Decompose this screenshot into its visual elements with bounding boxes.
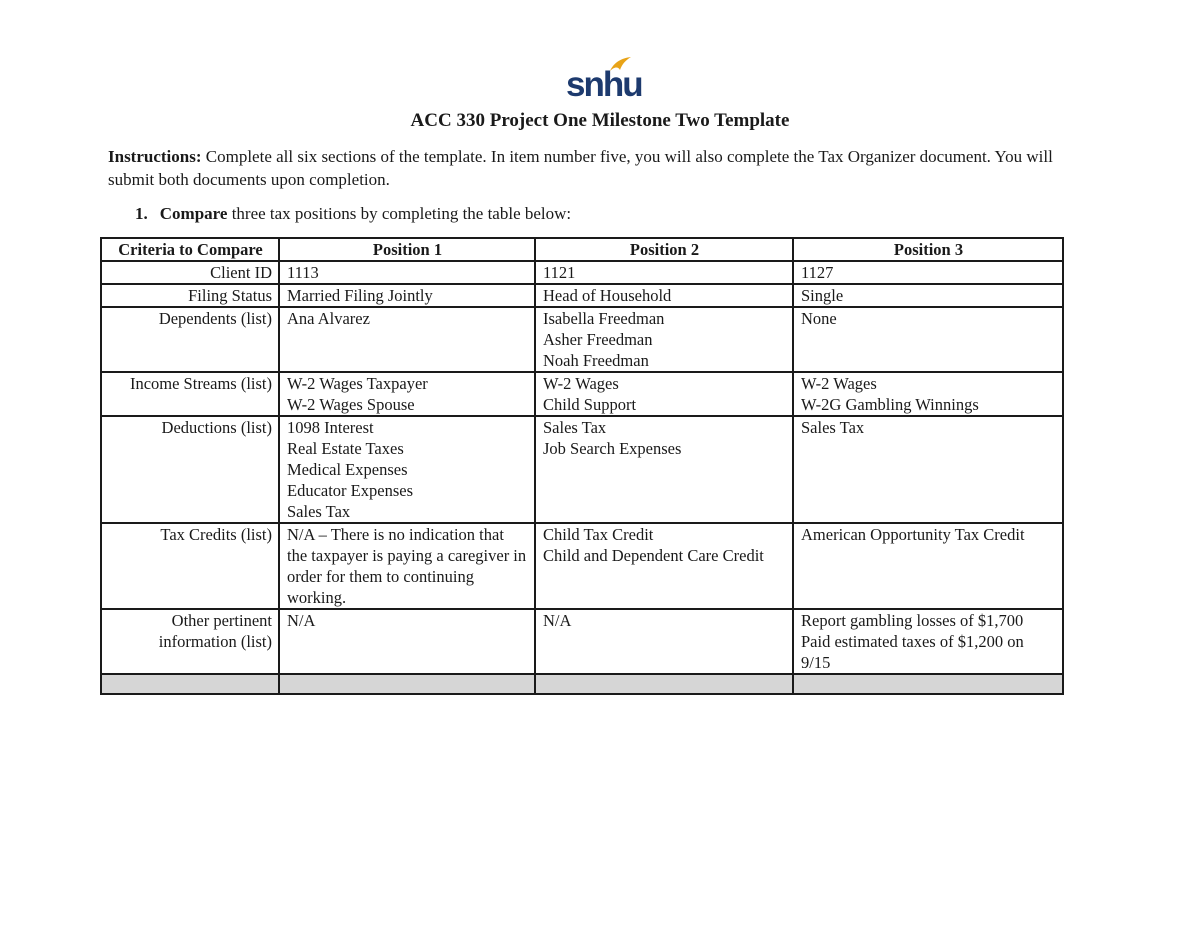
- table-row: [101, 307, 1063, 372]
- instructions-paragraph: [108, 145, 1098, 191]
- table-row: [101, 372, 1063, 416]
- table-cell[interactable]: 1113: [279, 261, 535, 284]
- list-item-compare: [135, 204, 571, 224]
- criteria-cell: Deductions (list): [101, 416, 279, 523]
- table-cell[interactable]: Sales Tax Job Search Expenses: [535, 416, 793, 523]
- logo-text: snhu: [566, 65, 642, 104]
- comparison-table: [100, 237, 1064, 695]
- table-cell[interactable]: Child Tax Credit Child and Dependent Care Credit: [535, 523, 793, 609]
- table-row: [101, 416, 1063, 523]
- document-title: ACC 330 Project One Milestone Two Template: [410, 110, 790, 131]
- table-row: [101, 284, 1063, 307]
- header-position-3: Position 3: [793, 238, 1063, 261]
- table-row: [101, 523, 1063, 609]
- list-item-bold: Compare: [159, 204, 228, 223]
- table-cell[interactable]: American Opportunity Tax Credit: [793, 523, 1063, 609]
- table-cell[interactable]: Ana Alvarez: [279, 307, 535, 372]
- list-item-text: three tax positions by completing the table below:: [227, 204, 572, 223]
- table-cell[interactable]: Single: [793, 284, 1063, 307]
- table-cell[interactable]: Married Filing Jointly: [279, 284, 535, 307]
- table-row: [101, 609, 1063, 674]
- table-cell[interactable]: 1121: [535, 261, 793, 284]
- table-cell[interactable]: N/A – There is no indication that the taxpayer is paying a caregiver in order for them to continuing working.: [279, 523, 535, 609]
- criteria-cell: Client ID: [101, 261, 279, 284]
- criteria-cell: Income Streams (list): [101, 372, 279, 416]
- instructions-label: Instructions:: [108, 147, 202, 166]
- table-cell[interactable]: W-2 Wages Child Support: [535, 372, 793, 416]
- header-position-1: Position 1: [279, 238, 535, 261]
- footer-cell: [279, 674, 535, 694]
- criteria-cell: Dependents (list): [101, 307, 279, 372]
- table-footer-row: [101, 674, 1063, 694]
- criteria-cell: Filing Status: [101, 284, 279, 307]
- table-cell[interactable]: 1098 Interest Real Estate Taxes Medical Expenses Educator Expenses Sales Tax: [279, 416, 535, 523]
- table-row: [101, 261, 1063, 284]
- criteria-cell: Other pertinent information (list): [101, 609, 279, 674]
- table-cell[interactable]: 1127: [793, 261, 1063, 284]
- table-cell[interactable]: W-2 Wages W-2G Gambling Winnings: [793, 372, 1063, 416]
- list-number: 1.: [135, 204, 148, 223]
- header-position-2: Position 2: [535, 238, 793, 261]
- criteria-cell: Tax Credits (list): [101, 523, 279, 609]
- table-cell[interactable]: N/A: [279, 609, 535, 674]
- table-header-row: [101, 238, 1063, 261]
- footer-cell: [793, 674, 1063, 694]
- instructions-text: Complete all six sections of the template. In item number five, you will also complete the Tax Organizer document. You will submit both documents upon completion.: [108, 147, 1053, 189]
- table-cell[interactable]: None: [793, 307, 1063, 372]
- table-cell[interactable]: Sales Tax: [793, 416, 1063, 523]
- table-cell[interactable]: W-2 Wages Taxpayer W-2 Wages Spouse: [279, 372, 535, 416]
- table-cell[interactable]: Report gambling losses of $1,700 Paid estimated taxes of $1,200 on 9/15: [793, 609, 1063, 674]
- table-cell[interactable]: N/A: [535, 609, 793, 674]
- header-criteria: Criteria to Compare: [101, 238, 279, 261]
- snhu-logo: [566, 56, 642, 104]
- footer-cell: [535, 674, 793, 694]
- footer-cell: [101, 674, 279, 694]
- table-cell[interactable]: Isabella Freedman Asher Freedman Noah Freedman: [535, 307, 793, 372]
- table-cell[interactable]: Head of Household: [535, 284, 793, 307]
